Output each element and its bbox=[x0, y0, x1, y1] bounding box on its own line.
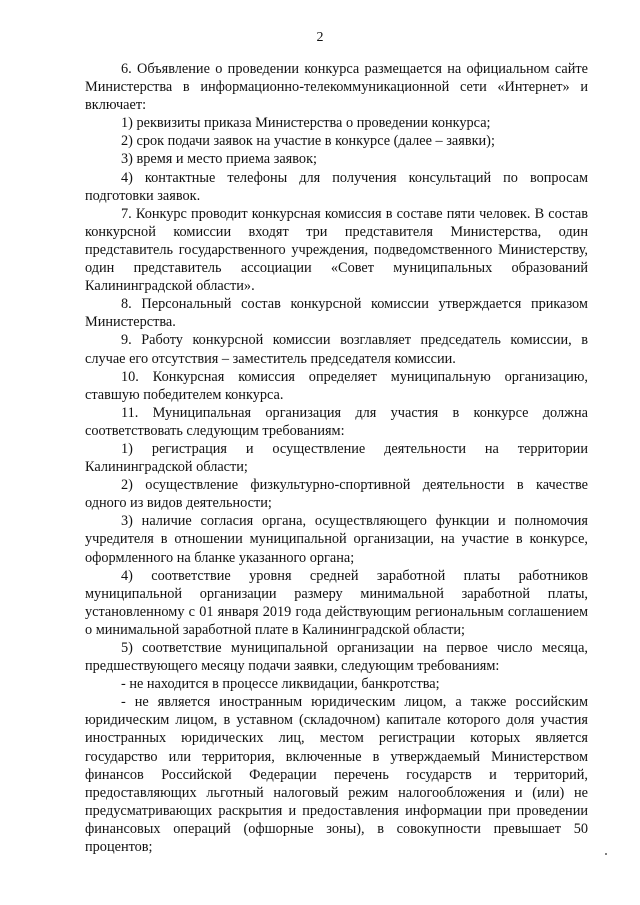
paragraph-item-10: 10. Конкурсная комиссия определяет муниципальную организацию, ставшую победителем конкурса. bbox=[85, 368, 588, 403]
paragraph-dash-item-2: - не является иностранным юридическим лицом, а также российским юридическим лицом, в уставном (складочном) капитале которого доля участия иностранных юридических лиц, местом регистрации которых является государство или территория, включенные в утверждаемый Министерством финансов Российской Федерации перечень государств и территорий, предоставляющих льготный налоговый режим налогообложения и (или) не предусматривающих раскрытия и предоставления информации при проведении финансовых операций (офшорные зоны), в совокупности превышает 50 процентов; bbox=[85, 694, 588, 856]
paragraph-requirement-5: 5) соответствие муниципальной организации на первое число месяца, предшествующего месяцу подачи заявки, следующим требованиям: bbox=[85, 640, 588, 675]
paragraph-dash-item-1: - не находится в процессе ликвидации, банкротства; bbox=[121, 676, 440, 693]
paragraph-subitem-1: 1) реквизиты приказа Министерства о проведении конкурса; bbox=[121, 115, 491, 132]
paragraph-subitem-2: 2) срок подачи заявок на участие в конкурсе (далее – заявки); bbox=[121, 133, 495, 150]
scan-artifact-dot bbox=[605, 853, 607, 855]
document-body bbox=[85, 60, 588, 856]
paragraph-subitem-3: 3) время и место приема заявок; bbox=[121, 151, 317, 168]
paragraph-subitem-4: 4) контактные телефоны для получения консультаций по вопросам подготовки заявок. bbox=[85, 169, 588, 204]
paragraph-requirement-4: 4) соответствие уровня средней заработной платы работников муниципальной организации размеру минимальной заработной платы, установленному с 01 января 2019 года действующим региональным соглашением о минимальной заработной плате в Калининградской области; bbox=[85, 567, 588, 638]
paragraph-item-9: 9. Работу конкурсной комиссии возглавляет председатель комиссии, в случае его отсутствия – заместитель председателя комиссии. bbox=[85, 332, 588, 367]
paragraph-item-11: 11. Муниципальная организация для участия в конкурсе должна соответствовать следующим требованиям: bbox=[85, 404, 588, 439]
paragraph-item-8: 8. Персональный состав конкурсной комиссии утверждается приказом Министерства. bbox=[85, 296, 588, 331]
paragraph-requirement-1: 1) регистрация и осуществление деятельности на территории Калининградской области; bbox=[85, 440, 588, 476]
paragraph-requirement-3: 3) наличие согласия органа, осуществляющего функции и полномочия учредителя в отношении муниципальной организации, на участие в конкурсе, оформленного на бланке указанного органа; bbox=[85, 513, 588, 566]
paragraph-item-6: 6. Объявление о проведении конкурса размещается на официальном сайте Министерства в информационно-телекоммуникационной сети «Интернет» и включает: bbox=[85, 61, 588, 114]
page-number: 2 bbox=[316, 30, 324, 45]
paragraph-item-7: 7. Конкурс проводит конкурсная комиссия в составе пяти человек. В состав конкурсной комиссии входят три представителя Министерства, один представитель государственного учреждения, подведомственного Министерству, один представитель ассоциации «Совет муниципальных образований Калининградской области». bbox=[85, 205, 588, 295]
paragraph-requirement-2: 2) осуществление физкультурно-спортивной деятельности в качестве одного из видов деятельности; bbox=[85, 477, 588, 512]
